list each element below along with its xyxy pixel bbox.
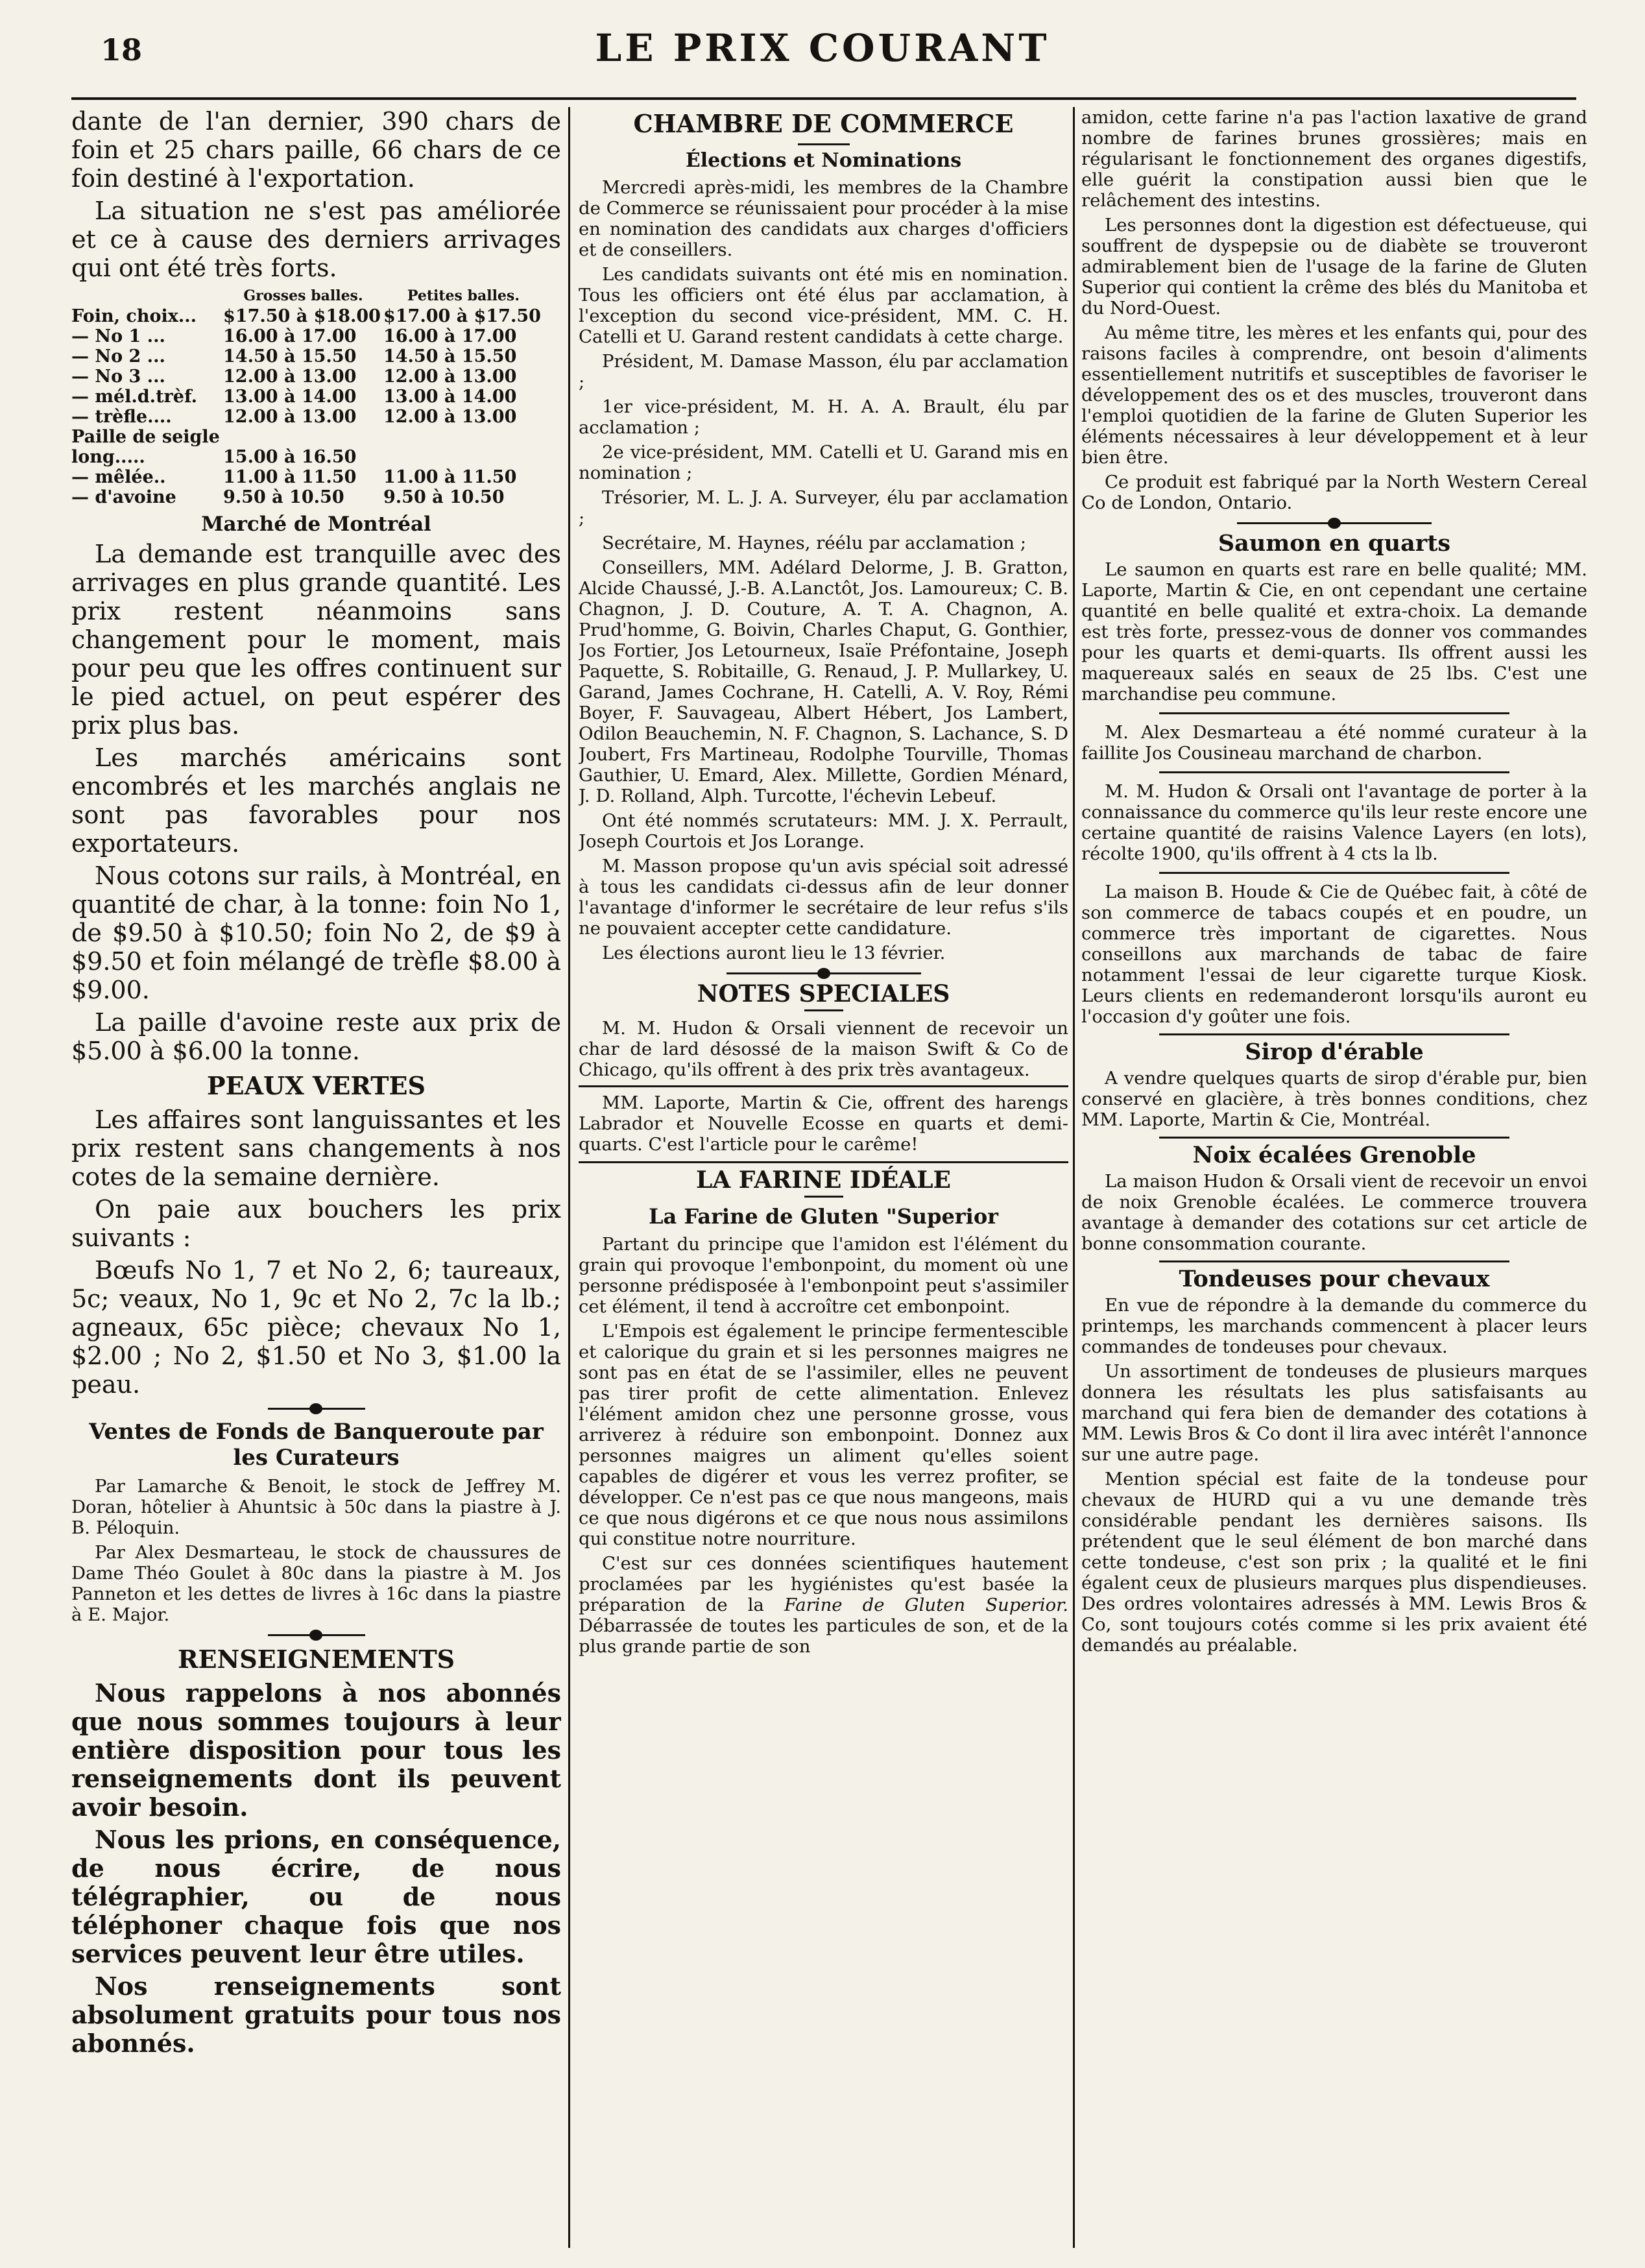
cell: 12.00 à 13.00 [383,367,517,387]
paragraph: Ce produit est fabriqué par la North Western Cereal Co de London, Ontario. [1081,472,1587,513]
table-row [71,326,544,346]
row-label: Foin, choix... [71,306,197,326]
row-label: — trèfle.... [71,407,172,427]
separator-ornament [1237,522,1432,524]
paragraph: Par Lamarche & Benoit, le stock de Jeffrey M. Doran, hôtelier à Ahuntsic à 50c dans la piastre à J. B. Péloquin. [71,1476,561,1538]
paragraph: Les candidats suivants ont été mis en nomination. Tous les officiers ont été élus par acclamation, à l'exception du second vice-président, MM. C. H. Catelli et U. Garand restent candidats à cette charge. [579,264,1068,347]
paragraph [579,1553,1068,1657]
paragraph: La paille d'avoine reste aux prix de $5.00 à $6.00 la tonne. [71,1008,561,1065]
paragraph: Ont été nommés scrutateurs: MM. J. X. Perrault, Joseph Courtois et Jos Lorange. [579,810,1068,852]
paragraph: Nous les prions, en conséquence, de nous écrire, de nous télégraphier, ou de nous téléphoner chaque fois que nos services peuvent leur être utiles. [71,1825,561,1968]
paragraph: Par Alex Desmarteau, le stock de chaussures de Dame Théo Goulet à 80c dans la piastre à M. Jos Panneton et les dettes de livres à 16c dans la piastre à E. Major. [71,1542,561,1625]
table-row [71,427,544,467]
paragraph: Les affaires sont languissantes et les prix restent sans changements à nos cotes de la semaine dernière. [71,1105,561,1191]
paragraph: Les personnes dont la digestion est défectueuse, qui souffrent de dyspepsie ou de diabète se trouveront admirablement bien de l'usage de la farine de Gluten Superior qui contient la crême des blés du Manitoba et du Nord-Ouest. [1081,215,1587,319]
divider [1159,771,1509,773]
paragraph: Les marchés américains sont encombrés et les marchés anglais ne sont pas favorables pour nos exportateurs. [71,743,561,858]
row-label: — No 1 ... [71,326,165,346]
page-number: 18 [101,32,143,67]
cell: 14.50 à 15.50 [223,346,357,367]
paragraph: dante de l'an dernier, 390 chars de foin et 25 chars paille, 66 chars de ce foin destiné à l'exportation. [71,107,561,193]
cell: $17.00 à $17.50 [383,306,541,326]
column-rule-2 [1073,107,1075,2248]
section-heading: Tondeuses pour chevaux [1179,1266,1490,1292]
table-row [71,346,544,367]
paragraph: On paie aux bouchers les prix suivants : [71,1195,561,1252]
price-table [71,286,544,507]
paragraph: Nous cotons sur rails, à Montréal, en quantité de char, à la tonne: foin No 1, de $9.50 à $10.50; foin No 2, de $9 à $9.50 et foin mélangé de trèfle $8.00 à $9.00. [71,862,561,1004]
divider [1159,872,1509,874]
paragraph: Au même titre, les mères et les enfants qui, pour des raisons faciles à comprendre, ont besoin d'aliments essentiellement nutritifs et susceptibles de favoriser le développement des os et des muscles, trouveront dans l'emploi quotidien de la farine de Gluten Superior les éléments nécessaires à leur développement et à leur bien être. [1081,322,1587,468]
cell: 11.00 à 11.50 [223,467,357,487]
cell: 9.50 à 10.50 [383,487,505,507]
divider [1159,1033,1509,1035]
short-rule [804,1196,843,1198]
paragraph: Bœufs No 1, 7 et No 2, 6; taureaux, 5c; veaux, No 1, 9c et No 2, 7c la lb.; agneaux, 65c pièce; chevaux No 1, $2.00 ; No 2, $1.50 et No 3, $1.00 la peau. [71,1256,561,1399]
column-3 [1081,107,1587,2248]
paragraph: Nos renseignements sont absolument gratuits pour tous nos abonnés. [71,1972,561,2058]
paragraph: La maison B. Houde & Cie de Québec fait, à côté de son commerce de tabacs coupés et en poudre, un commerce très important de cigarettes. Nous conseillons aux marchands de tabac de faire notamment l'essai de leur cigarette turque Kiosk. Leurs clients en redemanderont lorsqu'ils auront eu l'occasion d'y goûter une fois. [1081,882,1587,1027]
row-label: — mél.d.trèf. [71,387,198,407]
product-name: Farine de Gluten Superior. [784,1595,1068,1615]
paragraph: M. Alex Desmarteau a été nommé curateur à la faillite Jos Cousineau marchand de charbon. [1081,722,1587,764]
divider [1159,712,1509,714]
section-heading: PEAUX VERTES [207,1071,426,1100]
table-row [71,487,544,507]
paragraph: Conseillers, MM. Adélard Delorme, J. B. Gratton, Alcide Chaussé, J.-B. A.Lanctôt, Jos. Lamoureux; C. B. Chagnon, J. D. Couture, A. T. A. Chagnon, A. Prud'homme, G. Boivin, Charles Chaput, G. Gonthier, Jos Fortier, Jos Letourneux, Isaïe Préfontaine, Joseph Paquette, S. Robitaille, G. Renaud, J. P. Mullarkey, U. Garand, James Cochrane, H. Catelli, A. V. Roy, Rémi Boyer, F. Sauvageau, Albert Hébert, Jos Lambert, Odilon Beauchemin, N. F. Chagnon, S. Lachance, S. D Joubert, Frs Martineau, Rodolphe Tourville, Thomas Gauthier, U. Emard, Alex. Millette, Gordien Ménard, J. D. Rolland, Alph. Turcotte, l'échevin Lebeuf. [579,557,1068,806]
cell: 16.00 à 17.00 [383,326,517,346]
section-heading: NOTES SPECIALES [697,980,950,1007]
cell: 14.50 à 15.50 [383,346,517,367]
separator-ornament [268,1634,365,1636]
cell: 11.00 à 11.50 [383,467,517,487]
column-1 [71,107,561,2248]
short-rule [798,143,850,145]
row-label: — mêlée.. [71,467,166,487]
paragraph: M. Masson propose qu'un avis spécial soit adressé à tous les candidats ci-dessus afin de leur donner l'avantage d'informer le secrétaire de leur refus s'ils ne pouvaient accepter cette candidature. [579,856,1068,939]
paragraph: M. M. Hudon & Orsali ont l'avantage de porter à la connaissance du commerce qu'ils leur reste encore une certaine quantité de raisins Valence Layers (en lots), récolte 1900, qu'ils offrent à 4 cts la lb. [1081,781,1587,864]
section-heading: Noix écalées Grenoble [1192,1142,1476,1168]
text: Débarrassée de toutes les particules de son, et de la plus grande partie de son [579,1615,1068,1657]
paragraph: L'Empois est également le principe fermentescible et calorique du grain et si les personnes maigres ne sont pas en état de se l'assimiler, elles ne peuvent pas tirer profit de cette alimentation. Enlevez l'élément amidon chez une personne grosse, vous arriverez à réduire son embonpoint. Donnez aux personnes maigres un aliment qu'elles soient capables de digérer et vous les verrez profiter, se développer. Ce n'est pas ce que nous mangeons, mais ce que nous digérons et ce que nous nous assimilons qui constitue notre nourriture. [579,1321,1068,1549]
table-row [71,306,544,326]
header-rule [71,97,1576,100]
row-label: — d'avoine [71,487,176,507]
divider [1159,1137,1509,1139]
cell: 12.00 à 13.00 [223,407,357,427]
cell: 13.00 à 14.00 [383,387,517,407]
paragraph: Un assortiment de tondeuses de plusieurs marques donnera les résultats les plus satisfaisants au marchand qui fera bien de demander des cotations à MM. Lewis Bros & Co dont il lira avec intérêt l'annonce sur une autre page. [1081,1361,1587,1465]
column-rule-1 [568,107,570,2248]
section-heading: Saumon en quarts [1218,530,1451,557]
paragraph: Les élections auront lieu le 13 février. [602,943,946,963]
column-header: Grosses balles. [243,287,363,304]
cell: 12.00 à 13.00 [383,407,517,427]
short-rule [804,1009,843,1011]
paragraph: M. M. Hudon & Orsali viennent de recevoir un char de lard désossé de la maison Swift & Co de Chicago, qu'ils offrent à des prix très avantageux. [579,1018,1068,1080]
divider [579,1161,1068,1163]
separator-ornament [726,972,921,974]
paragraph: Le saumon en quarts est rare en belle qualité; MM. Laporte, Martin & Cie, en ont cependant une certaine quantité en belle qualité et extra-choix. La demande est très forte, pressez-vous de donner vos commandes pour les quarts et demi-quarts. Ils offrent aussi les maquereaux salés en seaux de 25 lbs. C'est une marchandise peu commune. [1081,559,1587,705]
separator-ornament [268,1408,365,1410]
column-header: Petites balles. [407,287,520,304]
section-heading: CHAMBRE DE COMMERCE [633,109,1014,138]
row-label: — No 3 ... [71,367,165,387]
masthead: LE PRIX COURANT [595,26,1050,70]
table-row [71,367,544,387]
paragraph: A vendre quelques quarts de sirop d'érable pur, bien conservé en glacière, à très bonnes conditions, chez MM. Laporte, Martin & Cie, Montréal. [1081,1068,1587,1130]
paragraph: La maison Hudon & Orsali vient de recevoir un envoi de noix Grenoble écalées. Le commerce trouvera avantage à demander des cotations sur cet article de bonne consommation courante. [1081,1171,1587,1254]
section-heading: Sirop d'érable [1245,1039,1424,1065]
text: C'est sur ces données scientifiques hautement proclamées par les hygiénistes qu'est basée la préparation de la [579,1553,1068,1615]
cell: $17.50 à $18.00 [223,306,381,326]
paragraph: La demande est tranquille avec des arrivages en plus grande quantité. Les prix restent néanmoins sans changement pour le moment, mais pour peu que les offres continuent sur le pied actuel, on peut espérer des prix plus bas. [71,540,561,740]
paragraph: 1er vice-président, M. H. A. A. Brault, élu par acclamation ; [579,396,1068,438]
cell: 16.00 à 17.00 [223,326,357,346]
section-heading: Marché de Montréal [201,513,431,536]
subheading: Élections et Nominations [685,149,962,172]
column-2 [579,107,1068,2248]
section-heading: Ventes de Fonds de Banqueroute par les Curateurs [89,1419,544,1471]
row-label: — No 2 ... [71,346,165,367]
table-row [71,407,544,427]
cell [383,427,544,467]
row-label: Paille de seigle long..... [71,427,220,467]
paragraph: MM. Laporte, Martin & Cie, offrent des harengs Labrador et Nouvelle Ecosse en quarts et demi-quarts. C'est l'article pour le carême! [579,1092,1068,1155]
paragraph: En vue de répondre à la demande du commerce du printemps, les marchands commencent à placer leurs commandes de tondeuses pour chevaux. [1081,1295,1587,1357]
paragraph: Mention spécial est faite de la tondeuse pour chevaux de HURD qui a vu une demande très considérable pendant les dernières saisons. Ils prétendent que le seul élément de bon marché dans cette tondeuse, c'est son prix ; la qualité et le fini égalent ceux de plusieurs marques plus dispendieuses. Des ordres volontaires adressés à MM. Lewis Bros & Co, sont toujours cotés comme si les prix avaient été demandés au préalable. [1081,1469,1587,1656]
table-header-row [71,286,544,306]
paragraph: Secrétaire, M. Haynes, réélu par acclamation ; [602,533,1027,553]
table-row [71,387,544,407]
cell: 12.00 à 13.00 [223,367,357,387]
cell: 13.00 à 14.00 [223,387,357,407]
cell: 9.50 à 10.50 [223,487,344,507]
divider [579,1085,1068,1087]
paragraph: La situation ne s'est pas améliorée et ce à cause des derniers arrivages qui ont été très forts. [71,197,561,282]
section-heading: RENSEIGNEMENTS [177,1645,455,1674]
paragraph: Trésorier, M. L. J. A. Surveyer, élu par acclamation ; [579,487,1068,529]
paragraph: Président, M. Damase Masson, élu par acclamation ; [579,351,1068,392]
subheading: La Farine de Gluten "Superior [648,1204,999,1229]
paragraph: Partant du principe que l'amidon est l'élément du grain qui provoque l'embonpoint, du moment où une personne prédisposée à l'embonpoint peut s'assimiler cet élément, il tend à accroître cet embonpoint. [579,1234,1068,1317]
divider [1159,1261,1509,1262]
cell: 15.00 à 16.50 [223,447,357,467]
paragraph: Mercredi après-midi, les membres de la Chambre de Commerce se réunissaient pour procéder à la mise en nomination des candidats aux charges d'officiers et de conseillers. [579,177,1068,260]
section-heading: LA FARINE IDÉALE [696,1166,951,1194]
paragraph: amidon, cette farine n'a pas l'action laxative de grand nombre de farines brunes grossières; mais en régularisant le fonctionnement des organes digestifs, elle guérit la constipation aussi bien que le relâchement des intestins. [1081,107,1587,211]
paragraph: Nous rappelons à nos abonnés que nous sommes toujours à leur entière disposition pour tous les renseignements dont ils peuvent avoir besoin. [71,1678,561,1822]
table-row [71,467,544,487]
paragraph: 2e vice-président, MM. Catelli et U. Garand mis en nomination ; [579,442,1068,483]
